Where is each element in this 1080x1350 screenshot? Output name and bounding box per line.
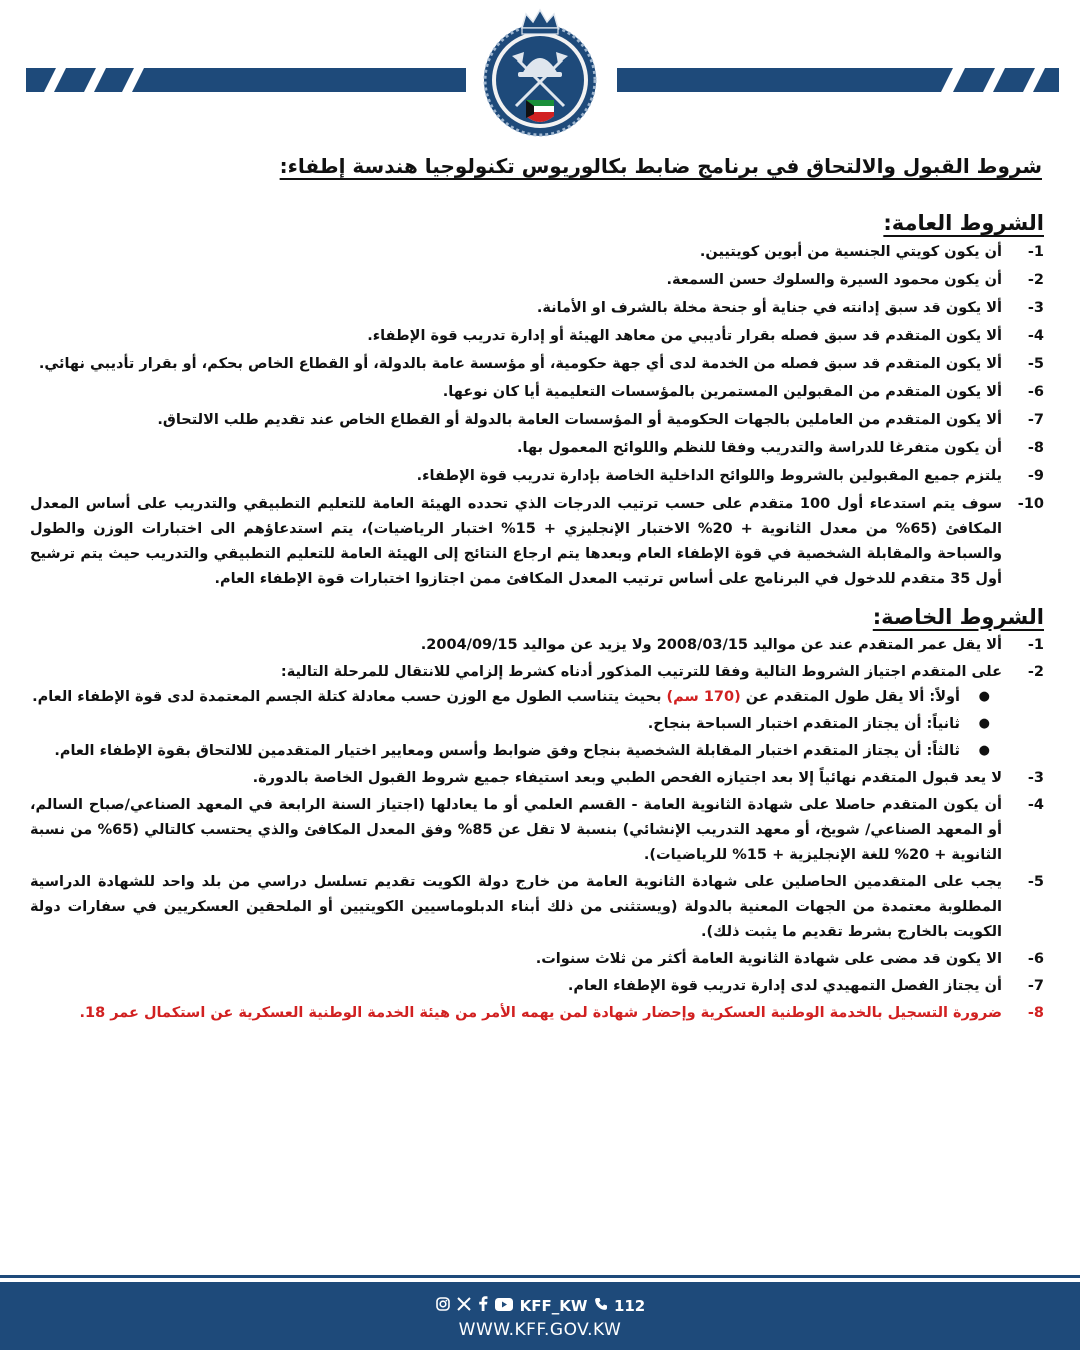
height-requirement: (170 سم) [666,689,741,705]
facebook-icon[interactable] [478,1296,488,1315]
item-text: ألا يكون المتقدم قد سبق فصله من الخدمة لدى أي جهة حكومية، أو مؤسسة عامة بالدولة، أو القطاع الخاص بحكم، أو بقرار تأديبي نهائي. [38,355,1002,372]
header-stripe-left [26,68,466,92]
special-condition-5 [30,870,1044,945]
item-number: 1- [1027,637,1044,653]
item-number: 3- [1027,770,1044,786]
item-text: أن يجتاز الفصل التمهيدي لدى إدارة تدريب قوة الإطفاء العام. [567,978,1002,994]
item-text: ألا يكون المتقدم من العاملين بالجهات الحكومية أو المؤسسات العامة بالدولة أو القطاع الخاص عند تقديم طلب الالتحاق. [157,411,1002,428]
sub-condition-height: ● أولاً: ألا يقل طول المتقدم عن (170 سم) بحيث يتناسب الطول مع الوزن حسب معادلة كتلة الجسم المعتمدة لدى قوة الإطفاء العام. [30,685,1002,709]
item-number: 1- [1027,243,1044,260]
document-body [30,150,1052,1028]
website-link[interactable]: WWW.KFF.GOV.KW [458,1320,622,1340]
youtube-icon[interactable] [495,1297,513,1315]
item-number: 3- [1027,299,1044,316]
item-number: 6- [1027,383,1044,400]
special-conditions-list [30,633,1044,1026]
general-condition-10 [30,492,1044,592]
item-text: أن يكون المتقدم حاصلا على شهادة الثانوية العامة - القسم العلمي أو ما يعادلها (اجتياز السنة الرابعة في المعهد الصناعي/صباح السالم، أو المعهد الصناعي/ شويخ، أو معهد التدريب الإنشائي) بنسبة لا تقل عن 85% وفق المعدل المكافئ والذي يحتسب كالتالي (65% من نسبة الثانوية + 20% للغة الإنجليزية + 15% للرياضيات). [30,797,1002,863]
bullet-icon: ● [978,689,990,704]
item-number: 8- [1027,439,1044,456]
general-condition-4 [30,324,1044,349]
emergency-phone[interactable]: 112 [613,1296,646,1315]
item-text: ألا يكون المتقدم قد سبق فصله بقرار تأديبي من معاهد الهيئة أو إدارة تدريب قوة الإطفاء. [367,327,1002,344]
page-header [0,0,1080,140]
special-conditions-heading: الشروط الخاصة: [872,604,1044,629]
document-title: شروط القبول والالتحاق في برنامج ضابط بكالوريوس تكنولوجيا هندسة إطفاء: [279,154,1042,178]
item-text: ألا يقل عمر المتقدم عند عن مواليد 2008/03/15 ولا يزيد عن مواليد 2004/09/15. [420,637,1002,653]
phone-icon [594,1297,608,1315]
item-text: أن يكون متفرغا للدراسة والتدريب وفقا للنظم واللوائح المعمول بها. [517,439,1002,456]
bullet-icon: ● [978,743,990,758]
item-text: الا يكون قد مضى على شهادة الثانوية العامة أكثر من ثلاث سنوات. [535,951,1002,967]
item-text: على المتقدم اجتياز الشروط التالية وفقا للترتيب المذكور أدناه كشرط إلزامي للانتقال للمرحلة التالية: [280,664,1002,680]
general-condition-7 [30,408,1044,433]
general-condition-2 [30,268,1044,293]
item-text: سوف يتم استدعاء أول 100 متقدم على حسب ترتيب الدرجات الذي تحدده الهيئة العامة للتعليم التطبيقي والتدريب على أساس المعدل المكافئ (65% من معدل الثانوية + 20% الاختبار الإنجليزي + 15% اختبار الرياضيات)، يتم استدعاؤهم الى اختبارات الوزن والطول والسباحة والمقابلة الشخصية في قوة الإطفاء العام وبعدها يتم ارجاع النتائج إلى الهيئة العامة للتعليم التطبيقي والتدريب حيث يتم ترشيح أول 35 متقدم للدخول في البرنامج على أساس ترتيب المعدل المكافئ ممن اجتازوا اختبارات قوة الإطفاء العام. [30,495,1002,587]
item-number: 8- [1027,1005,1044,1021]
instagram-icon[interactable] [436,1297,450,1315]
general-condition-1 [30,240,1044,265]
item-text: لا يعد قبول المتقدم نهائياً إلا بعد اجتيازه الفحص الطبي وبعد استيفاء جميع شروط القبول الخاصة بالدورة. [252,770,1002,786]
item-text: ضرورة التسجيل بالخدمة الوطنية العسكرية وإحضار شهادة لمن يهمه الأمر من هيئة الخدمة الوطنية العسكرية عن استكمال عمر 18. [79,1005,1002,1021]
item-text: ألا يكون المتقدم من المقبولين المستمرين بالمؤسسات التعليمية أيا كان نوعها. [442,383,1002,400]
special-condition-2-sublist [30,685,1002,763]
item-number: 2- [1027,664,1044,680]
general-conditions-heading: الشروط العامة: [883,211,1044,235]
item-number: 5- [1027,874,1044,890]
special-condition-3 [30,766,1044,791]
sub-condition-interview: ● ثالثاً: أن يجتاز المتقدم اختبار المقابلة الشخصية بنجاح وفق ضوابط وأسس ومعايير اختيار المتقدمين للالتحاق بقوة الإطفاء العام. [30,739,1002,763]
header-stripe-right [617,68,1059,92]
social-handle[interactable]: KFF_KW [519,1296,588,1315]
bullet-icon: ● [978,716,990,731]
general-condition-6 [30,380,1044,405]
special-condition-2 [30,660,1044,763]
item-number: 4- [1027,327,1044,344]
general-condition-9 [30,464,1044,489]
item-number: 2- [1027,271,1044,288]
x-icon[interactable] [457,1297,471,1315]
item-text: يلتزم جميع المقبولين بالشروط واللوائح الداخلية الخاصة بإدارة تدريب قوة الإطفاء. [416,467,1002,484]
special-condition-4 [30,793,1044,868]
social-row [0,1296,1080,1315]
general-condition-3 [30,296,1044,321]
item-number: 10- [1017,495,1044,512]
item-number: 9- [1027,467,1044,484]
page-footer [0,1278,1080,1350]
kff-emblem-logo [482,8,598,140]
sub-condition-swimming: ● ثانياً: أن يجتاز المتقدم اختبار السباحة بنجاح. [30,712,1002,736]
item-number: 5- [1027,355,1044,372]
item-text: يجب على المتقدمين الحاصلين على شهادة الثانوية العامة من خارج دولة الكويت تقديم تسلسل دراسي من بلد واحد للشهادة الدراسية المطلوبة معتمدة من الجهات المعنية بالدولة (ويستثنى من ذلك أبناء الدبلوماسيين الكويتيين أو الملحقين العسكريين في سفارات دولة الكويت بالخارج بشرط تقديم ما يثبت ذلك). [30,874,1002,940]
special-condition-8 [30,1001,1044,1026]
item-text: أن يكون كويتي الجنسية من أبوين كويتيين. [699,243,1002,260]
special-condition-7 [30,974,1044,999]
general-condition-5 [30,352,1044,377]
item-number: 6- [1027,951,1044,967]
item-text: ألا يكون قد سبق إدانته في جناية أو جنحة مخلة بالشرف او الأمانة. [536,299,1002,316]
item-number: 4- [1027,797,1044,813]
special-condition-1 [30,633,1044,658]
general-conditions-list [30,240,1044,592]
special-condition-6 [30,947,1044,972]
general-condition-8 [30,436,1044,461]
item-number: 7- [1027,978,1044,994]
item-number: 7- [1027,411,1044,428]
item-text: أن يكون محمود السيرة والسلوك حسن السمعة. [666,271,1002,288]
